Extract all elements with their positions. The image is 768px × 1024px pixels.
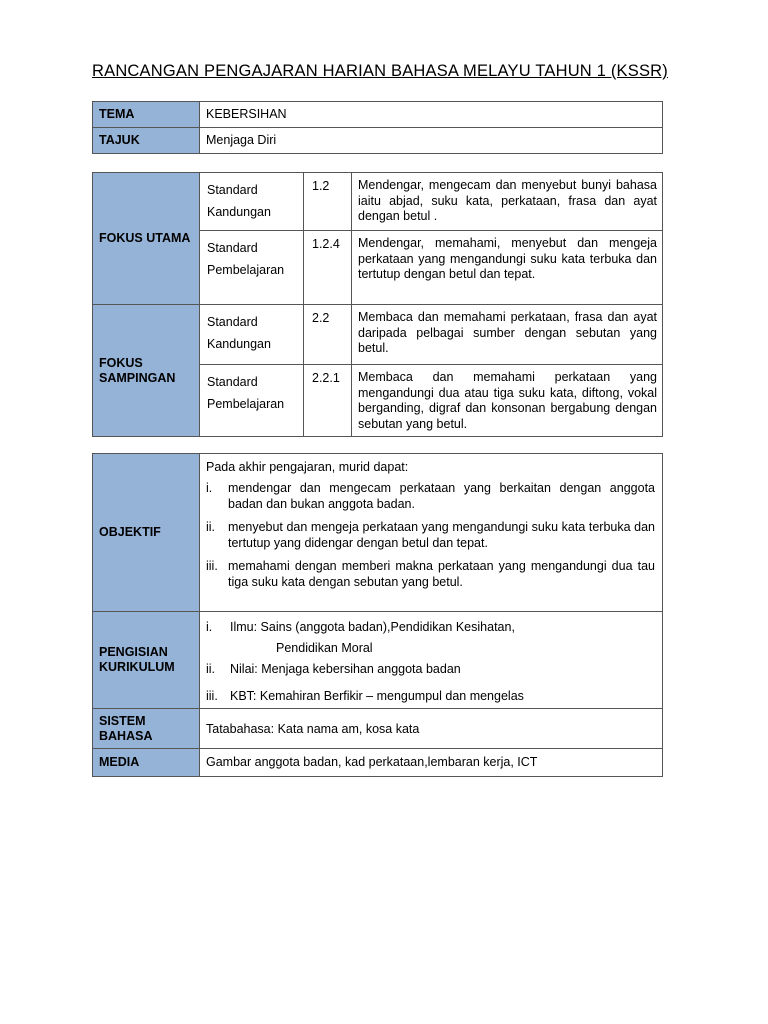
standard-pembelajaran-label: Standard Pembelajaran <box>200 365 304 437</box>
list-item <box>206 662 655 677</box>
tema-tajuk-table <box>92 101 663 154</box>
standard-number: 2.2.1 <box>304 365 352 437</box>
standard-description: Membaca dan memahami perkataan yang mengandungi dua atau tiga suku kata, diftong, vokal berganding, digraf dan konsonan bergabung dengan sebutan yang betul. <box>352 365 663 437</box>
pengisian-kurikulum-label: PENGISIAN KURIKULUM <box>93 612 200 709</box>
pengisian-row <box>93 612 663 709</box>
list-item-text: Nilai: Menjaga kebersihan anggota badan <box>230 662 461 676</box>
list-marker: ii. <box>206 662 216 676</box>
fokus-sampingan-row-1 <box>93 305 663 365</box>
list-item-text: Ilmu: Sains (anggota badan),Pendidikan Kesihatan, <box>230 620 515 634</box>
list-marker: ii. <box>206 520 216 534</box>
sistem-bahasa-row <box>93 709 663 749</box>
tema-row <box>93 102 663 128</box>
list-item-continuation: Pendidikan Moral <box>276 641 373 655</box>
standard-description: Mendengar, memahami, menyebut dan mengeja perkataan yang mengandungi suku kata terbuka dan tertutup dengan betul dan tepat. <box>352 231 663 305</box>
list-item-text: menyebut dan mengeja perkataan yang mengandungi suku kata terbuka dan tertutup yang didengar dengan betul dan tepat. <box>228 520 655 550</box>
list-item-text: mendengar dan mengecam perkataan yang berkaitan dengan anggota badan dan bukan anggota badan. <box>228 481 655 511</box>
objektif-content <box>200 454 663 612</box>
list-item <box>206 689 655 704</box>
tema-value: KEBERSIHAN <box>200 102 663 128</box>
objektif-label: OBJEKTIF <box>93 454 200 612</box>
list-marker: i. <box>206 620 213 634</box>
list-item-text: KBT: Kemahiran Berfikir – mengumpul dan mengelas <box>230 689 524 703</box>
objektif-row <box>93 454 663 612</box>
list-item-text: memahami dengan memberi makna perkataan yang mengandungi dua tau tiga suku kata dengan sebutan yang betul. <box>228 559 655 589</box>
tajuk-label: TAJUK <box>93 128 200 154</box>
standard-number: 1.2 <box>304 173 352 231</box>
fokus-utama-label: FOKUS UTAMA <box>93 173 200 305</box>
standard-description: Membaca dan memahami perkataan, frasa dan ayat daripada pelbagai sumber dengan sebutan yang betul. <box>352 305 663 365</box>
standard-kandungan-label: Standard Kandungan <box>200 173 304 231</box>
objektif-table <box>92 453 663 777</box>
list-item <box>206 520 655 551</box>
media-label: MEDIA <box>93 749 200 777</box>
tajuk-value: Menjaga Diri <box>200 128 663 154</box>
fokus-utama-row-1 <box>93 173 663 231</box>
media-row <box>93 749 663 777</box>
list-item <box>206 481 655 512</box>
list-item <box>206 620 655 635</box>
list-item <box>206 559 655 590</box>
sistem-bahasa-value: Tatabahasa: Kata nama am, kosa kata <box>200 709 663 749</box>
tajuk-row <box>93 128 663 154</box>
standard-number: 2.2 <box>304 305 352 365</box>
objektif-intro: Pada akhir pengajaran, murid dapat: <box>206 460 409 474</box>
tema-label: TEMA <box>93 102 200 128</box>
standard-number: 1.2.4 <box>304 231 352 305</box>
media-value: Gambar anggota badan, kad perkataan,lembaran kerja, ICT <box>200 749 663 777</box>
list-marker: iii. <box>206 689 218 703</box>
list-marker: i. <box>206 481 213 495</box>
fokus-sampingan-label: FOKUS SAMPINGAN <box>93 305 200 437</box>
pengisian-content <box>200 612 663 709</box>
standard-kandungan-label: Standard Kandungan <box>200 305 304 365</box>
page-title: RANCANGAN PENGAJARAN HARIAN BAHASA MELAYU TAHUN 1 (KSSR) <box>92 62 668 80</box>
sistem-bahasa-label: SISTEM BAHASA <box>93 709 200 749</box>
list-marker: iii. <box>206 559 218 573</box>
standard-description: Mendengar, mengecam dan menyebut bunyi bahasa iaitu abjad, suku kata, perkataan, frasa dan ayat dengan betul . <box>352 173 663 231</box>
standard-pembelajaran-label: Standard Pembelajaran <box>200 231 304 305</box>
fokus-table <box>92 172 663 437</box>
